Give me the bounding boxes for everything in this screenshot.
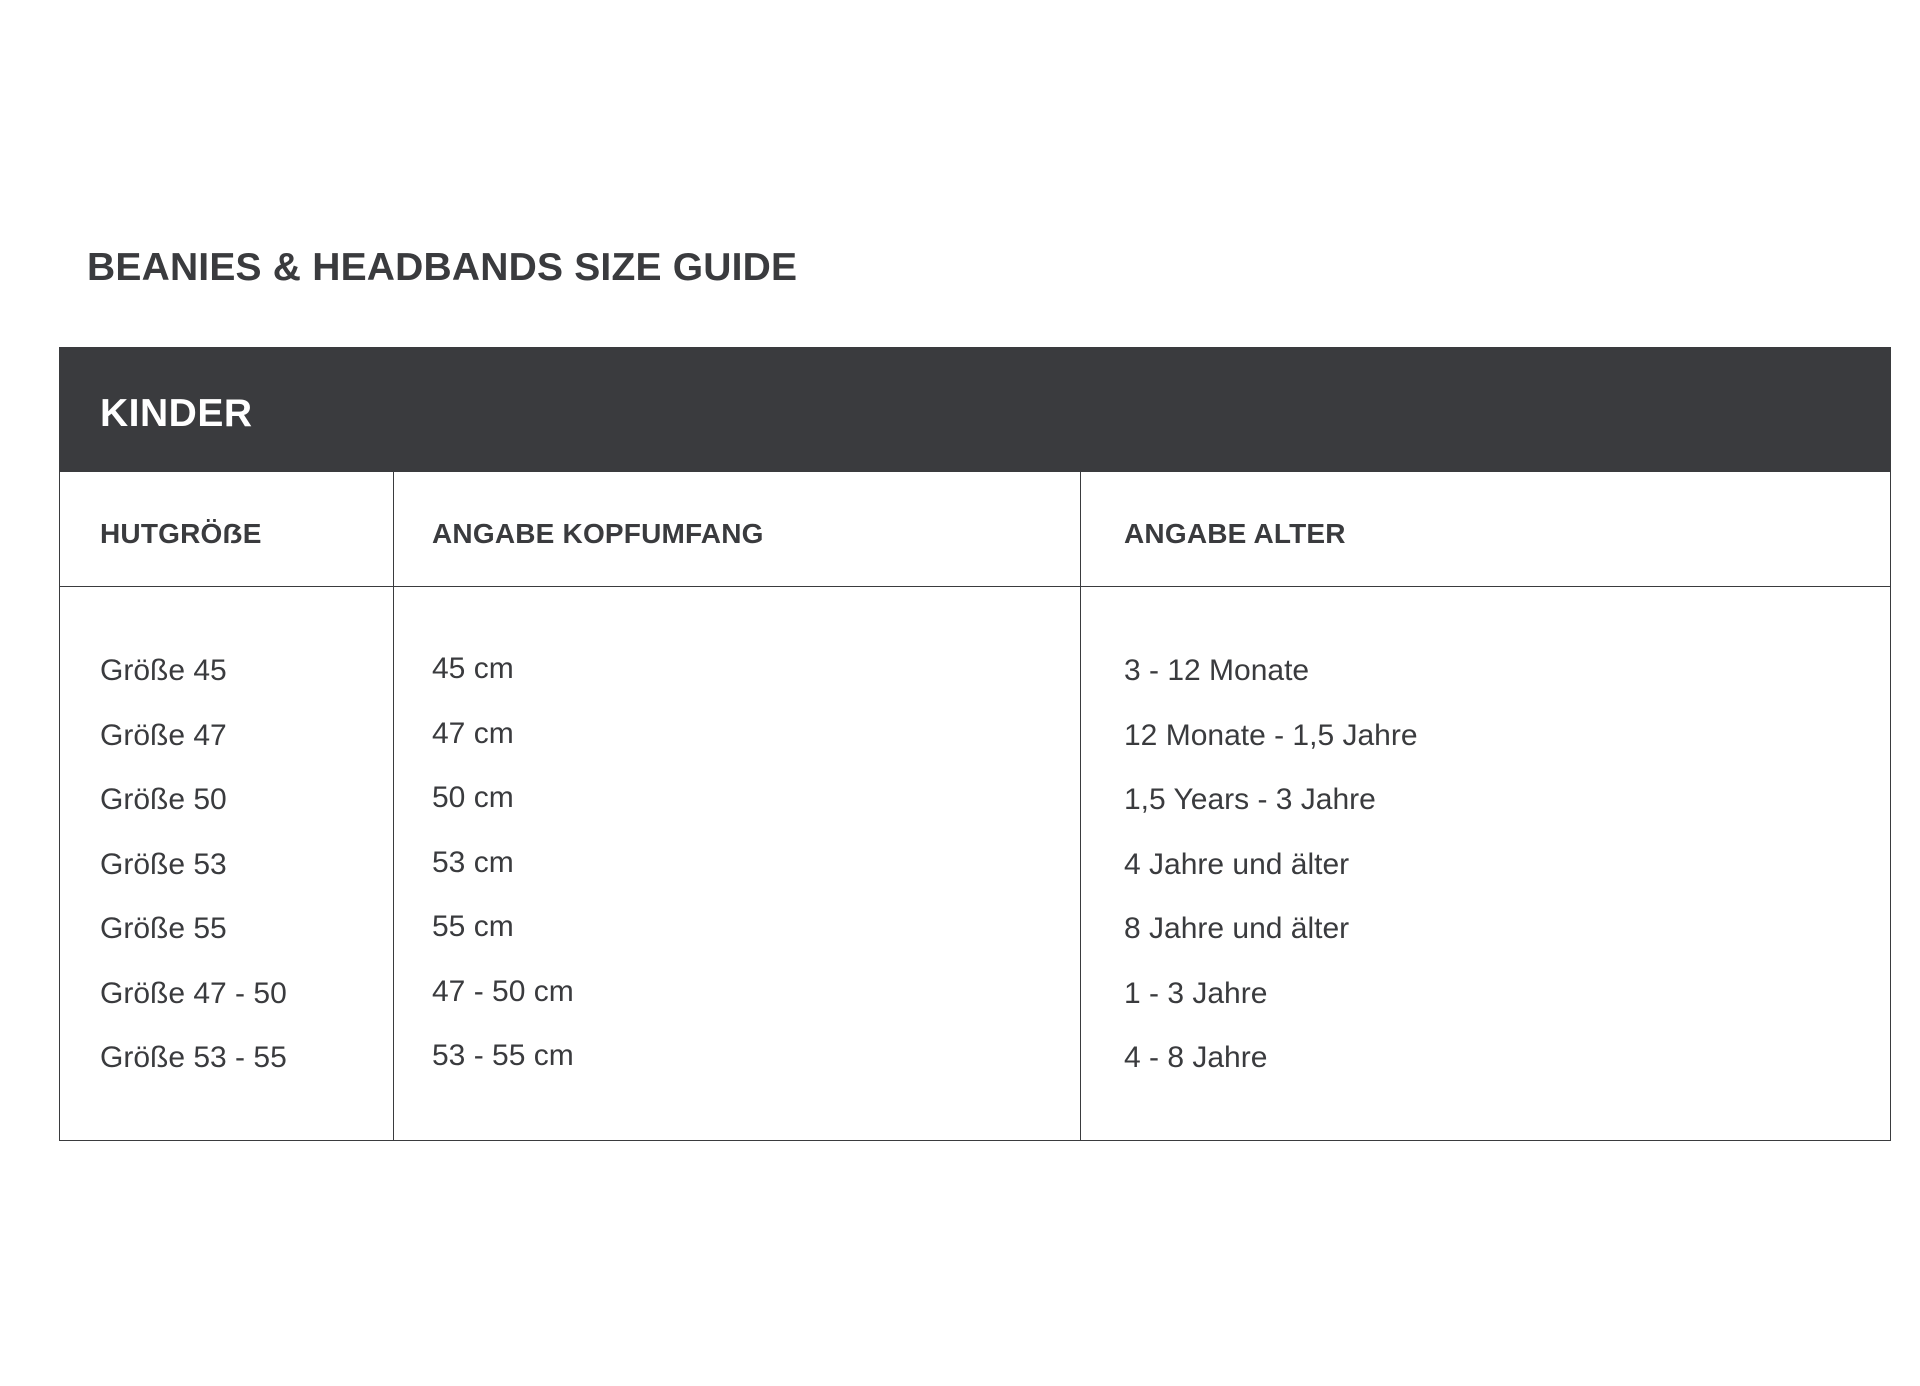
section-title: KINDER	[100, 392, 253, 435]
header-cell-circumference	[393, 472, 1080, 587]
size-cell: Größe 47	[100, 718, 227, 752]
circumference-cell: 47 - 50 cm	[432, 974, 574, 1008]
age-column	[1080, 587, 1890, 1140]
age-cell: 4 Jahre und älter	[1124, 847, 1350, 881]
size-list	[100, 649, 287, 1101]
circumference-list	[432, 647, 574, 1099]
age-cell: 4 - 8 Jahre	[1124, 1041, 1268, 1074]
size-cell: Größe 50	[100, 783, 227, 816]
circumference-cell: 47 cm	[432, 716, 514, 750]
size-table	[59, 347, 1891, 1141]
section-header	[60, 348, 1890, 472]
circumference-column	[393, 587, 1080, 1140]
column-header-size: HUTGRÖẞE	[100, 518, 262, 549]
size-column	[60, 587, 393, 1140]
header-cell-age	[1080, 472, 1890, 587]
size-cell: Größe 53	[100, 847, 227, 881]
column-header-age: ANGABE ALTER	[1124, 518, 1346, 549]
age-cell: 8 Jahre und älter	[1124, 912, 1350, 945]
circumference-cell: 53 - 55 cm	[432, 1039, 574, 1072]
page-title: BEANIES & HEADBANDS SIZE GUIDE	[87, 246, 798, 289]
column-header-circumference: ANGABE KOPFUMFANG	[432, 518, 764, 549]
circumference-cell: 45 cm	[432, 652, 514, 685]
age-cell: 1 - 3 Jahre	[1124, 976, 1268, 1010]
age-list	[1124, 649, 1418, 1101]
age-cell: 12 Monate - 1,5 Jahre	[1124, 718, 1418, 752]
table-header-row	[60, 472, 1890, 587]
circumference-cell: 55 cm	[432, 910, 514, 943]
age-cell: 1,5 Years - 3 Jahre	[1124, 783, 1376, 816]
size-cell: Größe 53 - 55	[100, 1041, 287, 1074]
size-cell: Größe 47 - 50	[100, 976, 287, 1010]
circumference-cell: 50 cm	[432, 781, 514, 814]
age-cell: 3 - 12 Monate	[1124, 654, 1310, 687]
size-cell: Größe 45	[100, 654, 227, 687]
header-cell-size	[60, 472, 393, 587]
table-body	[60, 587, 1890, 1140]
size-cell: Größe 55	[100, 912, 227, 945]
circumference-cell: 53 cm	[432, 845, 514, 879]
